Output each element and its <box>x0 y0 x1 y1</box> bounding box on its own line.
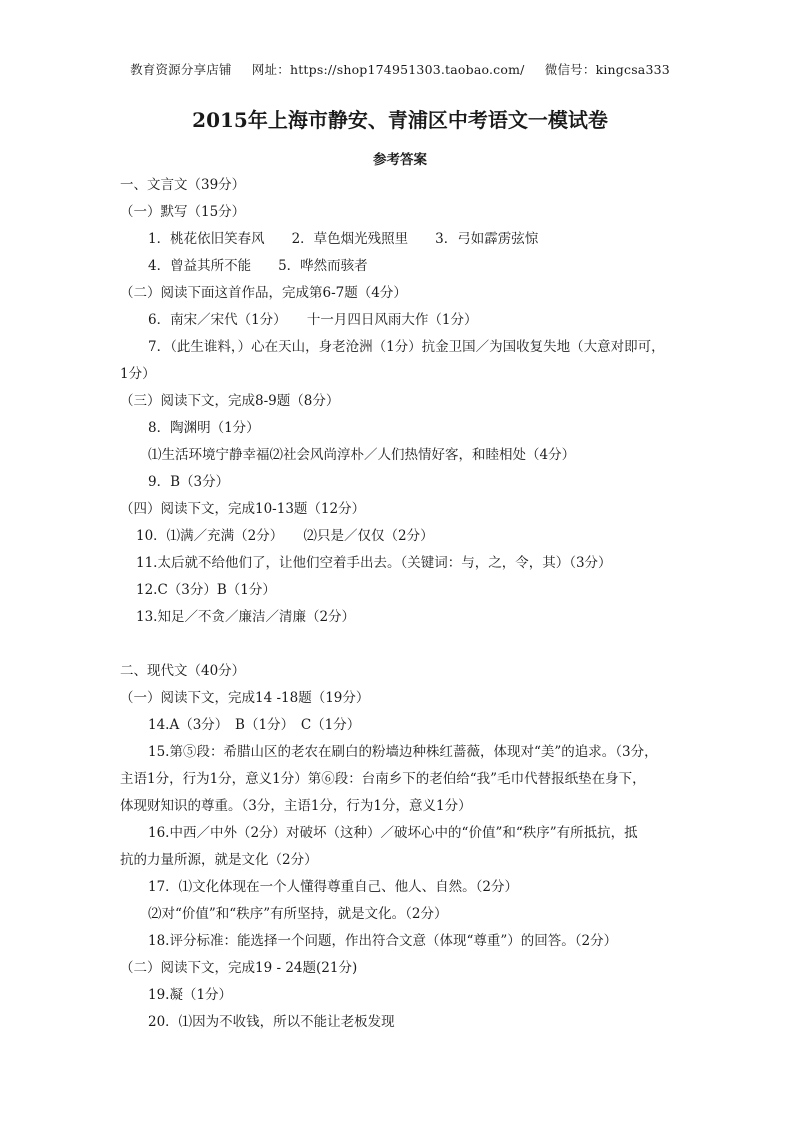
answer-line: ⑵对“价值”和“秩序”有所坚持，就是文化。（2分） <box>148 906 448 922</box>
subsection-heading: （一）默写（15分） <box>120 204 246 220</box>
answer-line: 8．陶渊明（1分） <box>148 420 260 436</box>
answer-line: 18.评分标准：能选择一个问题，作出符合文意（体现“尊重”）的回答。（2分） <box>148 933 618 949</box>
section-heading: 二、现代文（40分） <box>120 663 246 679</box>
answer-line: 13.知足／不贪／廉洁／清廉（2分） <box>136 609 356 625</box>
document-subtitle: 参考答案 <box>373 152 427 168</box>
shop-url: 网址：https://shop174951303.taobao.com/ <box>251 62 525 77</box>
answer-line: 4．曾益其所不能 5．哗然而骇者 <box>148 258 368 274</box>
answer-line: 10．⑴满／充满（2分） ⑵只是／仅仅（2分） <box>136 528 434 544</box>
document-title: 2015年上海市静安、青浦区中考语文一模试卷 <box>192 108 608 132</box>
answer-line: 9．B（3分） <box>148 474 230 490</box>
shop-name: 教育资源分享店铺 <box>130 62 232 77</box>
answer-line: 20．⑴因为不收钱，所以不能让老板发现 <box>148 1014 395 1030</box>
page-header <box>0 60 800 78</box>
answer-line: ⑴生活环境宁静幸福⑵社会风尚淳朴／人们热情好客，和睦相处（4分） <box>148 447 576 463</box>
subsection-heading: （一）阅读下文，完成14 -18题（19分） <box>120 690 370 706</box>
answer-line: 19.凝（1分） <box>148 987 233 1003</box>
subsection-heading: （二）阅读下面这首作品，完成第6-7题（4分） <box>120 285 407 301</box>
answer-line: 11.太后就不给他们了，让他们空着手出去。（关键词：与，之，令，其）（3分） <box>136 555 612 571</box>
wechat-id: 微信号：kingcsa333 <box>544 62 670 77</box>
answer-line: 12.C（3分）B（1分） <box>136 582 276 598</box>
answer-line: 7．（此生谁料，）心在天山，身老沧洲（1分）抗金卫国／为国收复失地（大意对即可， <box>148 339 665 355</box>
answer-line: 6．南宋／宋代（1分） 十一月四日风雨大作（1分） <box>148 312 478 328</box>
answer-line: 主语1分，行为1分，意义1分）第⑥段：台南乡下的老伯给“我”毛巾代替报纸垫在身下， <box>120 771 646 787</box>
answer-line: 1分） <box>120 366 156 382</box>
section-heading: 一、文言文（39分） <box>120 177 246 193</box>
subsection-heading: （二）阅读下文，完成19 - 24题(21分) <box>120 960 358 976</box>
answer-line: 1．桃花依旧笑春风 2．草色烟光残照里 3．弓如霹雳弦惊 <box>148 231 539 247</box>
subsection-heading: （四）阅读下文，完成10-13题（12分） <box>120 501 366 517</box>
answer-line: 抗的力量所源，就是文化（2分） <box>120 852 318 868</box>
answer-line: 14.A（3分） B（1分） C（1分） <box>148 717 361 733</box>
subsection-heading: （三）阅读下文，完成8-9题（8分） <box>120 393 340 409</box>
answer-line: 体现财知识的尊重。（3分，主语1分，行为1分，意义1分） <box>120 798 472 814</box>
answer-line: 15.第⑤段：希腊山区的老农在刷白的粉墙边种株红蔷薇，体现对“美”的追求。（3分， <box>148 744 658 760</box>
answer-line: 17．⑴文化体现在一个人懂得尊重自己、他人、自然。（2分） <box>148 879 519 895</box>
answer-line: 16.中西／中外（2分）对破坏（这种）／破坏心中的“价值”和“秩序”有所抵抗，抵 <box>148 825 638 841</box>
